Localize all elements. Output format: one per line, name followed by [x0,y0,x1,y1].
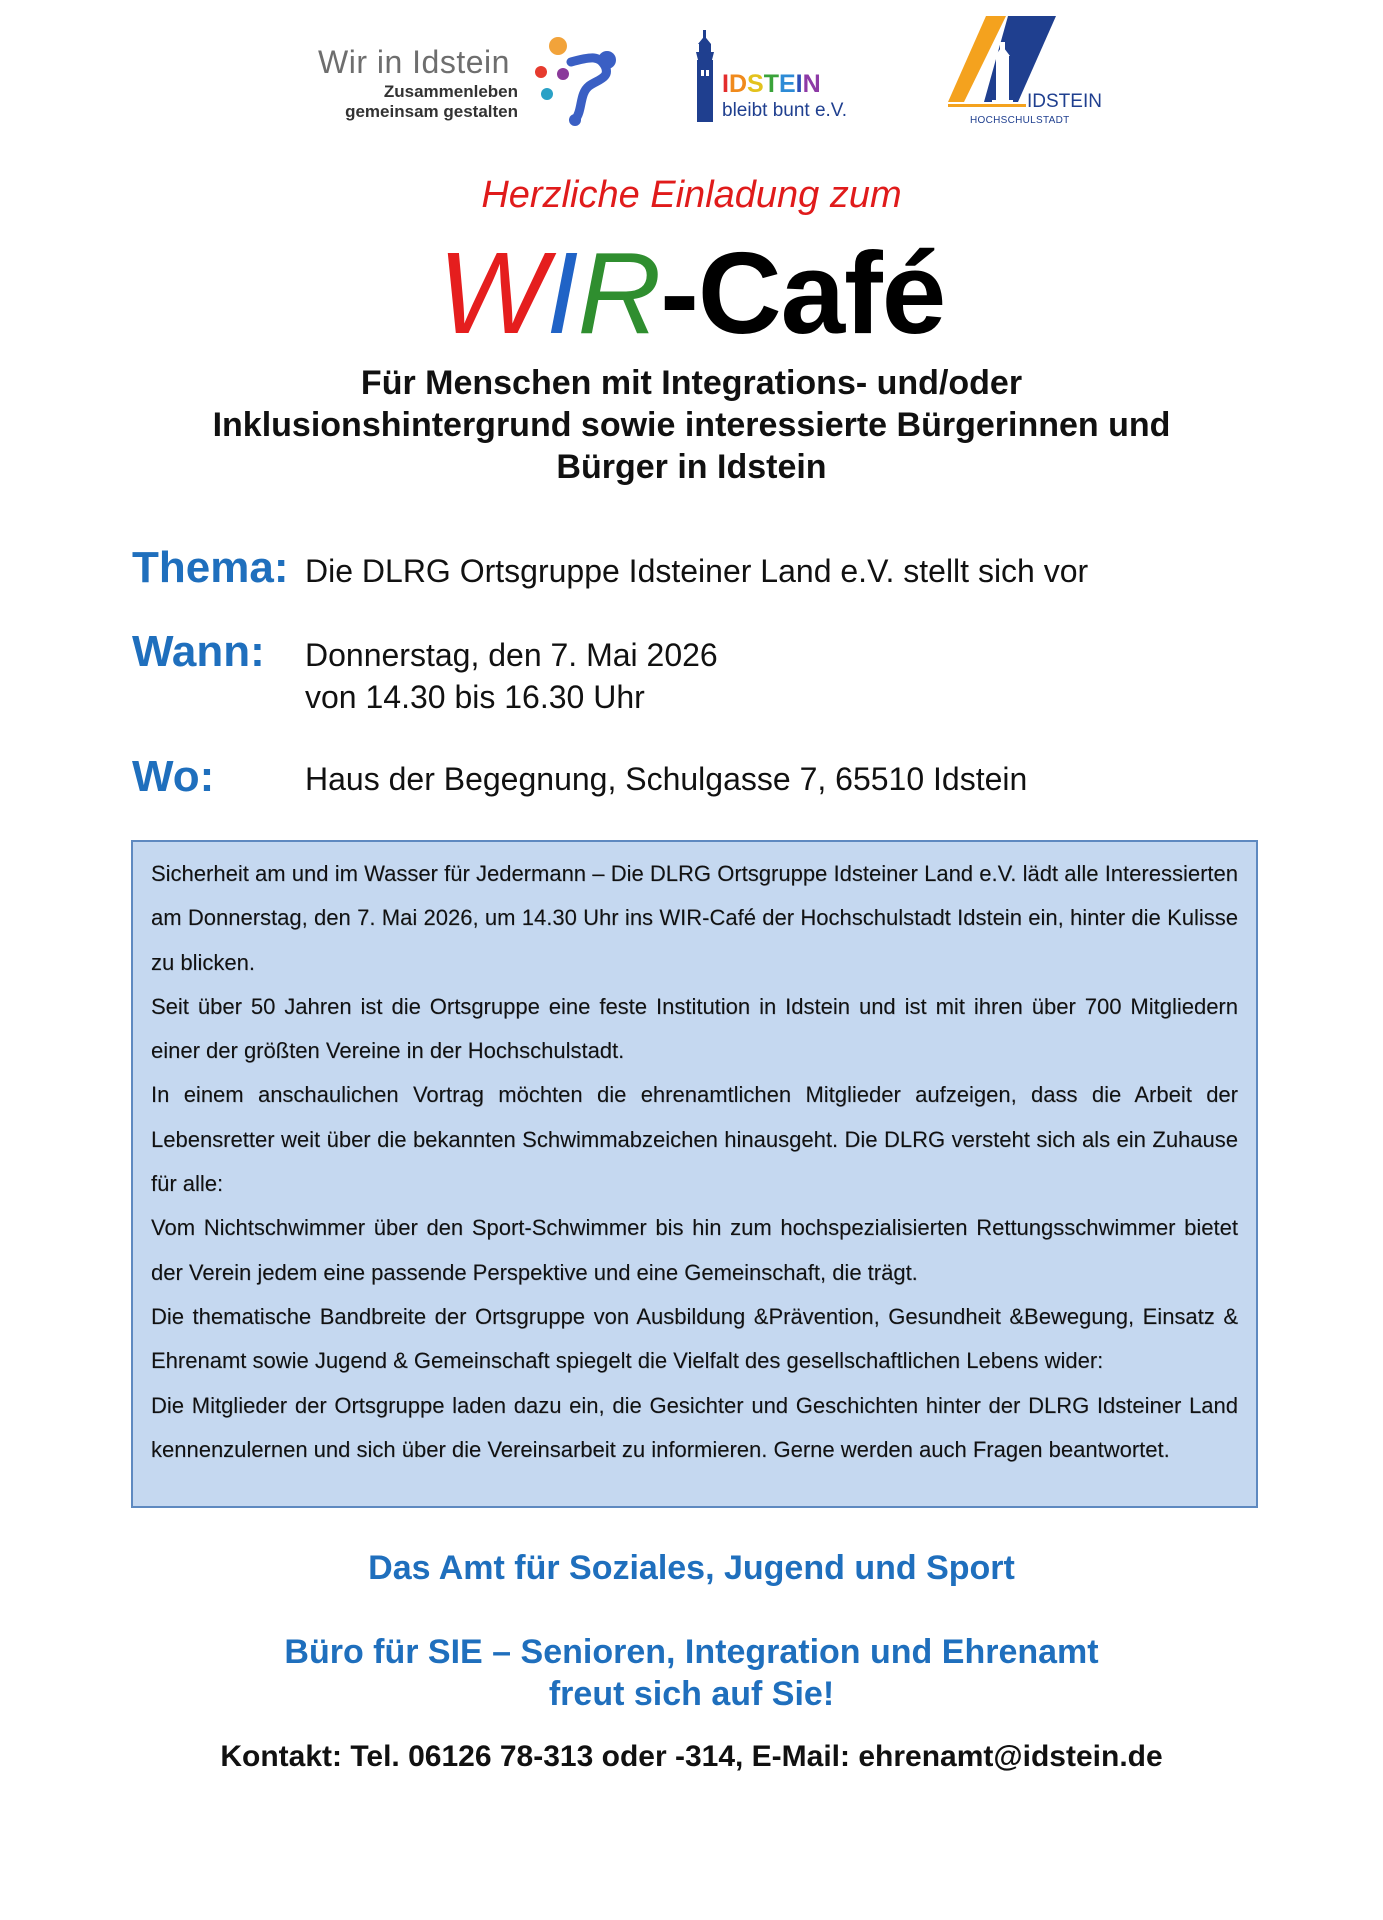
idstein-bleibt-bunt-logo [692,30,862,125]
wann-date: Donnerstag, den 7. Mai 2026 [305,637,718,673]
audience-line: Bürger in Idstein [556,448,827,486]
audience-description [0,362,1383,488]
logo-wir-name: Wir in Idstein [318,44,510,80]
hochschulstadt-idstein-logo [948,12,1108,127]
logo-bunt-letter: D [728,70,748,98]
office-name: Das Amt für Soziales, Jugend und Sport [368,1549,1015,1587]
description-paragraph: Seit über 50 Jahren ist die Ortsgruppe eine feste Institution in Idstein und ist mit ihren über 700 Mitgliedern einer der größten Vereine in der Hochschulstadt. [151,993,1238,1064]
logo-bunt-subtitle: bleibt bunt e.V. [722,100,848,121]
contact-line: Kontakt: Tel. 06126 78-313 oder -314, E-Mail: ehrenamt@idstein.de [220,1740,1163,1773]
wo-label: Wo: [132,752,215,801]
description-paragraph: Sicherheit am und im Wasser für Jedermann – Die DLRG Ortsgruppe Idsteiner Land e.V. lädt alle Interessierten am Donnerstag, den 7. Mai 2026, um 14.30 Uhr ins WIR-Café der Hochschulstadt Idstein ein, hinter die Kulisse zu blicken. [151,861,1238,975]
wo-value: Haus der Begegnung, Schulgasse 7, 65510 Idstein [305,761,1028,797]
thema-value: Die DLRG Ortsgruppe Idsteiner Land e.V. stellt sich vor [305,553,1089,589]
title-cafe: -Café [660,228,946,358]
logo-hs-name: IDSTEIN [1027,91,1102,112]
logo-bunt-letter: I [722,70,729,98]
logo-bunt-title-text [722,70,821,98]
bureau-greeting: freut sich auf Sie! [548,1675,835,1713]
description-paragraph: Die thematische Bandbreite der Ortsgruppe von Ausbildung &Prävention, Gesundheit &Bewegung, Einsatz & Ehrenamt sowie Jugend & Gemeinschaft spiegelt die Vielfalt des gesellschaftlichen Lebens wider: [151,1303,1238,1374]
wann-label: Wann: [132,627,265,676]
page-title [0,228,1383,358]
thema-label: Thema: [132,543,289,592]
logo-wir-tagline-1: Zusammenleben [383,82,518,101]
invitation-line: Herzliche Einladung zum [481,174,902,216]
logo-wir-tagline [345,82,518,122]
logo-wir-tagline-2: gemeinsam gestalten [345,102,518,121]
tower-icon [692,30,718,122]
audience-line: Für Menschen mit Integrations- und/oder [360,364,1023,402]
wir-in-idstein-logo [318,36,618,126]
description-paragraph: In einem anschaulichen Vortrag möchten die ehrenamtlichen Mitglieder aufzeigen, dass die Arbeit der Lebensretter weit über die bekannten Schwimmabzeichen hinausgeht. Die DLRG versteht sich als ein Zuhause für alle: [151,1082,1238,1197]
title-letter-w: W [437,228,547,358]
people-network-icon [533,36,623,126]
logo-bunt-letter: N [802,70,821,98]
logo-bunt-letter: T [763,70,779,98]
title-letter-i: I [546,228,578,358]
logo-hs-subtitle: HOCHSCHULSTADT [970,115,1070,126]
title-letter-r: R [577,228,661,358]
bureau-name: Büro für SIE – Senioren, Integration und Ehrenamt [284,1633,1099,1671]
description-box [131,840,1258,1508]
logo-bunt-letter: I [795,70,803,98]
logo-bunt-letter: S [747,70,764,98]
description-paragraph: Vom Nichtschwimmer über den Sport-Schwimmer bis hin zum hochspezialisierten Rettungsschwimmer bietet der Verein jedem eine passende Perspektive und eine Gemeinschaft, die trägt. [151,1215,1238,1285]
wann-time: von 14.30 bis 16.30 Uhr [305,679,645,715]
logo-bunt-title [722,70,821,98]
audience-line: Inklusionshintergrund sowie interessierte Bürgerinnen und [212,406,1171,444]
logo-bunt-letter: E [778,70,796,98]
wann-value [305,634,718,718]
description-paragraph: Die Mitglieder der Ortsgruppe laden dazu ein, die Gesichter und Geschichten hinter der DLRG Idsteiner Land kennenzulernen und sich über die Vereinsarbeit zu informieren. Gerne werden auch Fragen beantwortet. [151,1392,1238,1462]
